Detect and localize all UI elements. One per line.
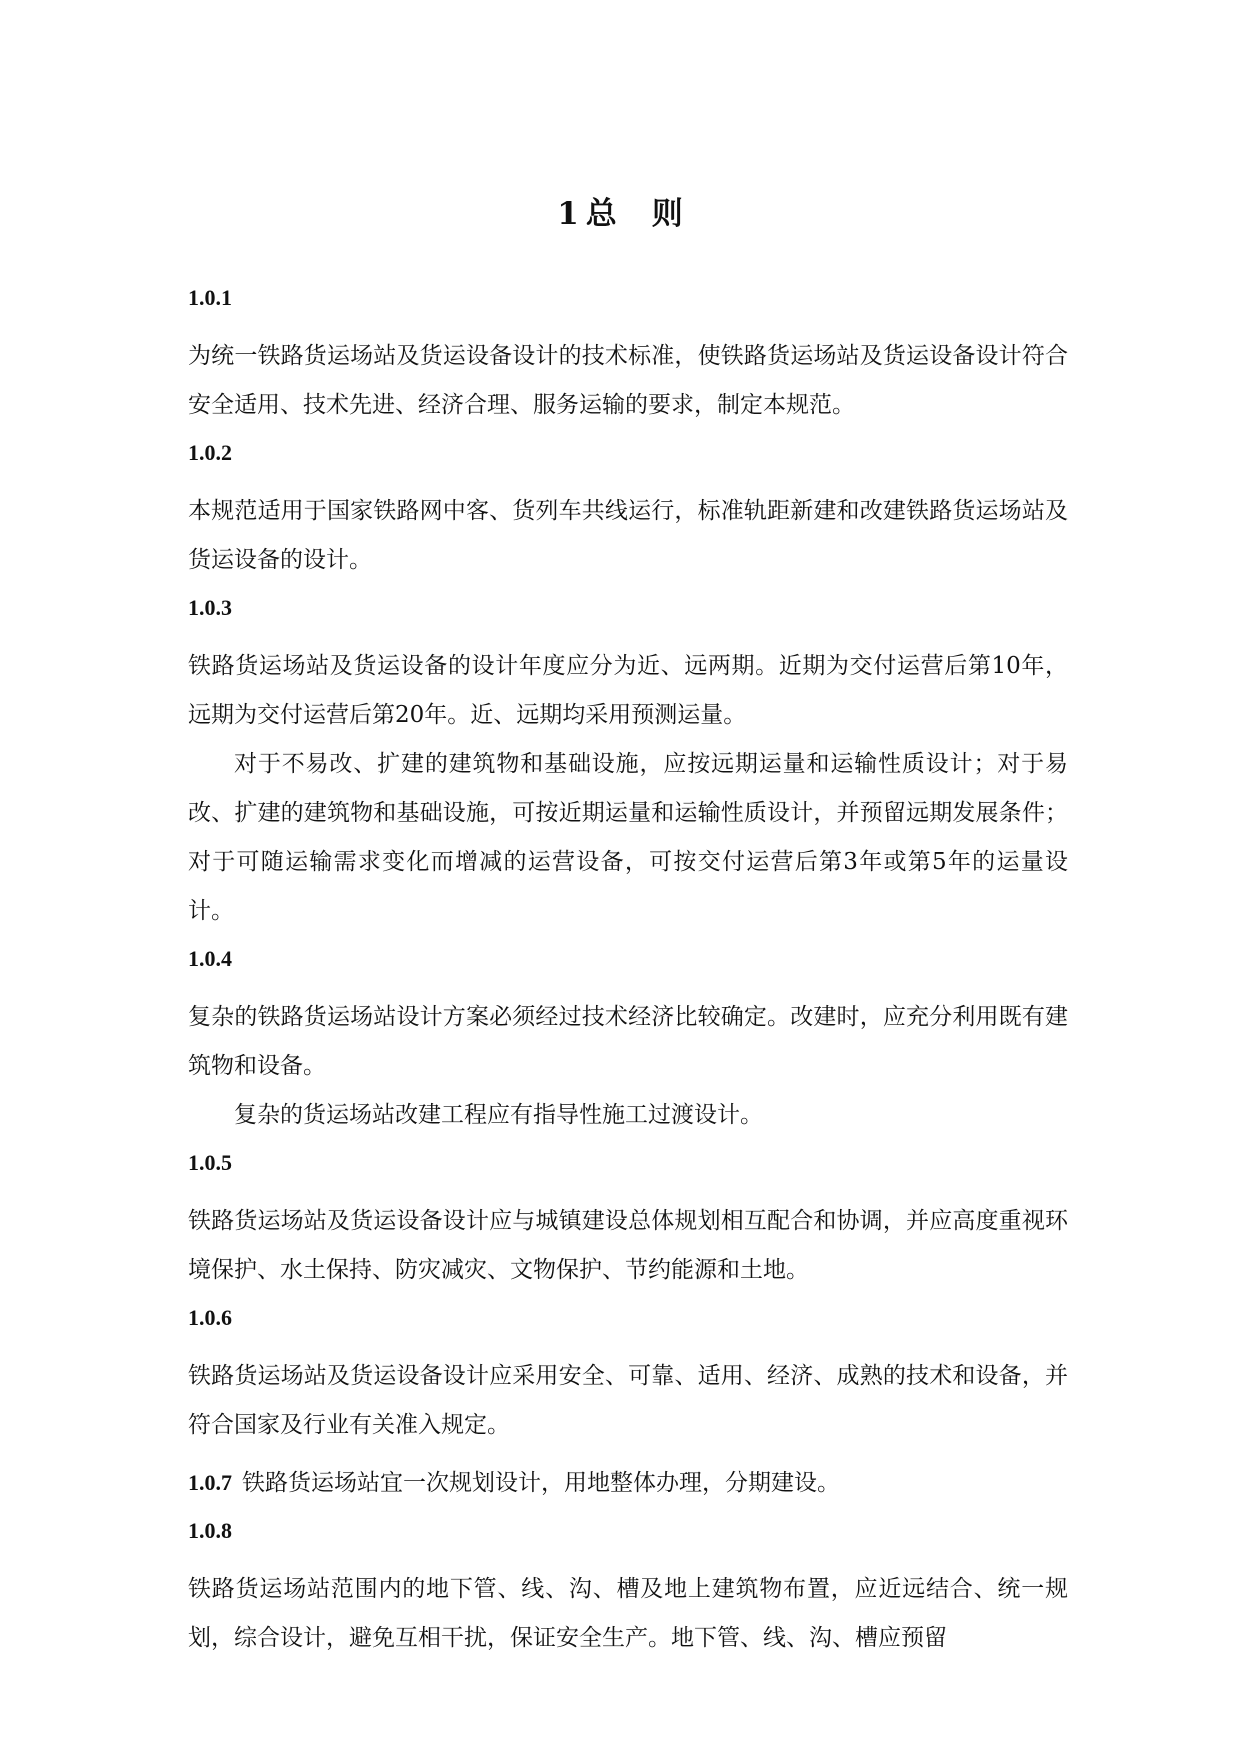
chapter-number: 1 (557, 196, 580, 232)
clause-paragraph: 铁路货运场站及货运设备设计应与城镇建设总体规划相互配合和协调，并应高度重视环境保护、水土保持、防灾减灾、文物保护、节约能源和土地。 (188, 1208, 1068, 1283)
clause-paragraph: 对于不易改、扩建的建筑物和基础设施，应按远期运量和运输性质设计；对于易改、扩建的建筑物和基础设施，可按近期运量和运输性质设计，并预留远期发展条件；对于可随运输需求变化而增减的运营设备，可按交付运营后第3年或第5年的运量设计。 (188, 751, 1068, 924)
clause-1-0-6 (188, 1303, 1068, 1450)
clause-paragraph: 铁路货运场站及货运设备的设计年度应分为近、远两期。近期为交付运营后第10年，远期为交付运营后第20年。近、远期均采用预测运量。 (188, 653, 1068, 728)
clause-number: 1.0.1 (188, 285, 232, 310)
clause-number: 1.0.6 (188, 1305, 232, 1330)
clause-1-0-4 (188, 944, 1068, 1140)
clause-number: 1.0.2 (188, 440, 232, 465)
clause-1-0-5 (188, 1148, 1068, 1295)
chapter-title-part1: 总 (585, 196, 618, 232)
clause-paragraph: 复杂的铁路货运场站设计方案必须经过技术经济比较确定。改建时，应充分利用既有建筑物和设备。 (188, 1004, 1068, 1079)
clause-1-0-3 (188, 593, 1068, 936)
chapter-body (188, 283, 1068, 1663)
clause-paragraph: 铁路货运场站及货运设备设计应采用安全、可靠、适用、经济、成熟的技术和设备，并符合国家及行业有关准入规定。 (188, 1363, 1068, 1438)
clause-paragraph: 铁路货运场站范围内的地下管、线、沟、槽及地上建筑物布置，应近远结合、统一规划，综合设计，避免互相干扰，保证安全生产。地下管、线、沟、槽应预留 (188, 1576, 1068, 1651)
clause-1-0-2 (188, 438, 1068, 585)
clause-1-0-7 (188, 1458, 1068, 1508)
clause-paragraph: 铁路货运场站宜一次规划设计，用地整体办理，分期建设。 (242, 1470, 840, 1496)
clause-number: 1.0.8 (188, 1518, 232, 1543)
chapter-title-part2: 则 (651, 196, 684, 232)
chapter-title (0, 192, 1241, 236)
clause-number: 1.0.3 (188, 595, 232, 620)
clause-paragraph: 复杂的货运场站改建工程应有指导性施工过渡设计。 (234, 1102, 763, 1128)
clause-number: 1.0.5 (188, 1150, 232, 1175)
clause-1-0-8 (188, 1516, 1068, 1663)
clause-paragraph: 为统一铁路货运场站及货运设备设计的技术标准，使铁路货运场站及货运设备设计符合安全适用、技术先进、经济合理、服务运输的要求，制定本规范。 (188, 343, 1068, 418)
clause-number: 1.0.7 (188, 1470, 232, 1495)
clause-paragraph: 本规范适用于国家铁路网中客、货列车共线运行，标准轨距新建和改建铁路货运场站及货运设备的设计。 (188, 498, 1068, 573)
clause-inline (188, 1458, 1068, 1508)
clause-1-0-1 (188, 283, 1068, 430)
clause-number: 1.0.4 (188, 946, 232, 971)
